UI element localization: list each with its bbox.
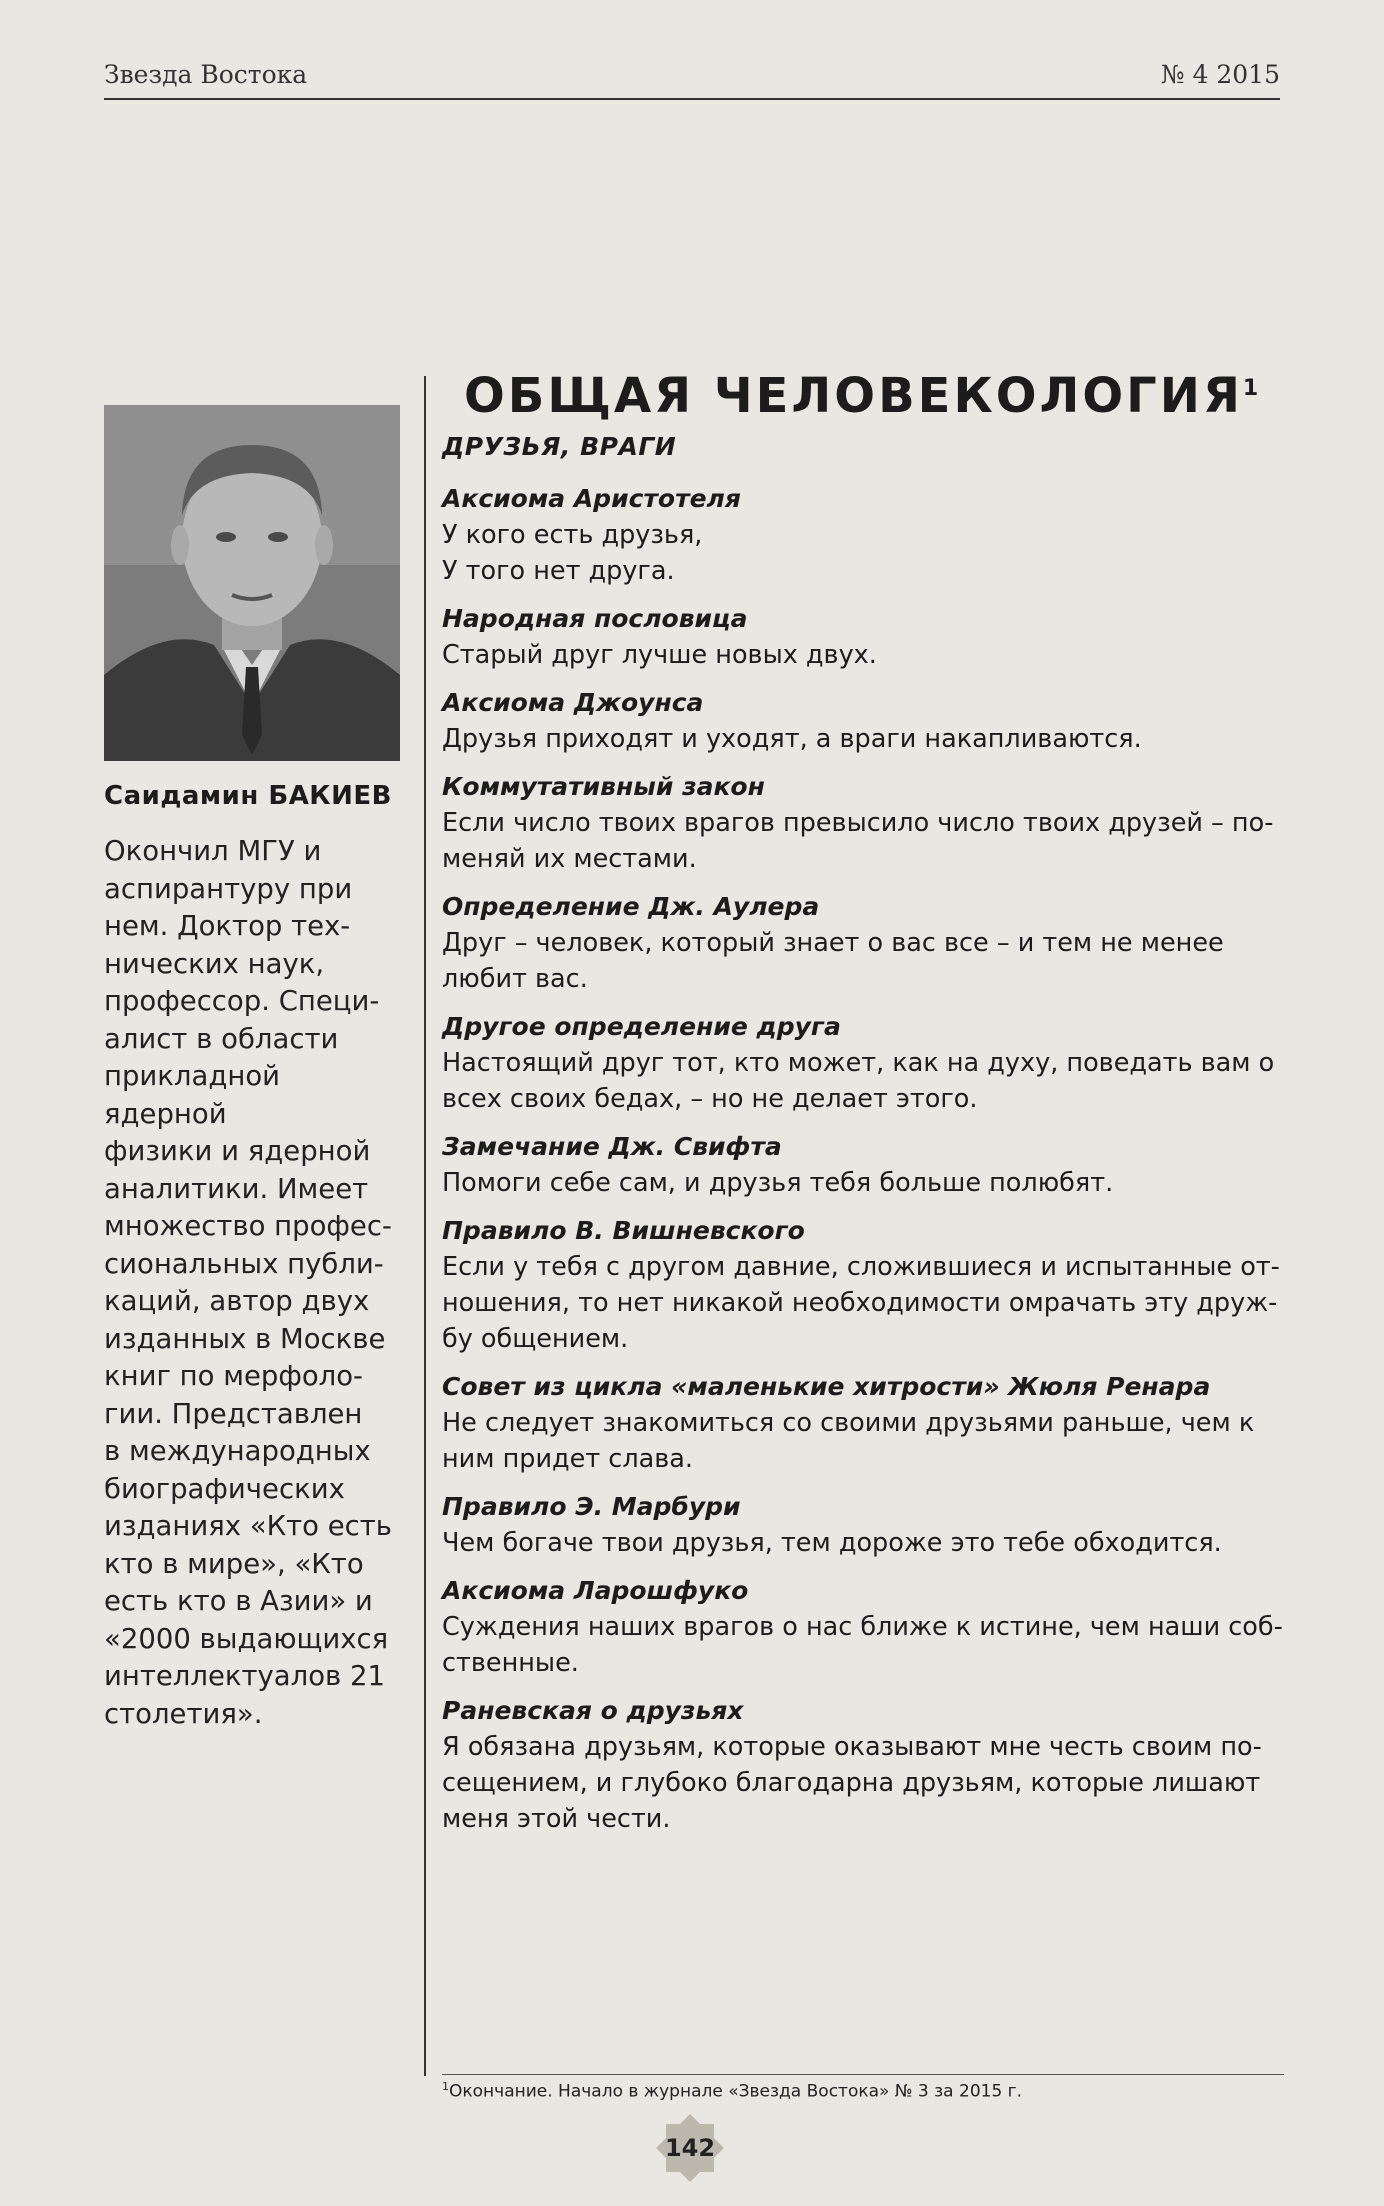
column-divider — [424, 376, 426, 2076]
entry-text: Друг – человек, который знает о вас все – и тем не менее любит вас. — [442, 928, 1224, 994]
article-title — [464, 368, 1284, 424]
title-footnote-mark: 1 — [1242, 376, 1259, 401]
page-number-badge — [652, 2110, 728, 2186]
footnote — [442, 2080, 1022, 2102]
entry-text: У кого есть друзья, У того нет друга. — [442, 520, 703, 586]
entry — [442, 889, 1284, 997]
entry-heading: Правило В. Вишневского — [442, 1216, 805, 1245]
entry — [442, 1213, 1284, 1357]
portrait-illustration — [104, 405, 400, 761]
article-column — [442, 368, 1284, 1849]
author-column — [104, 405, 404, 1733]
entry-text: Помоги себе сам, и друзья тебя больше полюбят. — [442, 1168, 1114, 1198]
entry-heading: Другое определение друга — [442, 1012, 841, 1041]
entry-heading: Аксиома Ларошфуко — [442, 1576, 749, 1605]
entry — [442, 1573, 1284, 1681]
issue-number: № 4 2015 — [1160, 60, 1280, 89]
footnote-divider — [442, 2074, 1284, 2075]
page-header — [104, 56, 1280, 100]
entry-text: Настоящий друг тот, кто может, как на духу, поведать вам о всех своих бедах, – но не делает этого. — [442, 1048, 1275, 1114]
entry-heading: Народная пословица — [442, 604, 748, 633]
entry-text: Если число твоих врагов превысило число твоих друзей – по- меняй их местами. — [442, 808, 1274, 874]
entry-text: Суждения наших врагов о нас ближе к истине, чем наши соб- ственные. — [442, 1612, 1283, 1678]
entry — [442, 769, 1284, 877]
entry — [442, 601, 1284, 673]
page-number: 142 — [664, 2134, 716, 2162]
entry-text: Старый друг лучше новых двух. — [442, 640, 877, 670]
entry-text: Я обязана друзьям, которые оказывают мне честь своим по- сещением, и глубоко благодарна друзьям, которые лишают меня этой чести. — [442, 1732, 1262, 1834]
entry-heading: Коммутативный закон — [442, 772, 765, 801]
entry — [442, 1129, 1284, 1201]
entry — [442, 1369, 1284, 1477]
entry-text: Чем богаче твои друзья, тем дороже это тебе обходится. — [442, 1528, 1222, 1558]
entry — [442, 1009, 1284, 1117]
entry — [442, 481, 1284, 589]
entry-heading: Аксиома Джоунса — [442, 688, 704, 717]
entry — [442, 685, 1284, 757]
entry-text: Если у тебя с другом давние, сложившиеся и испытанные от- ношения, то нет никакой необходимости омрачать эту друж- бу общением. — [442, 1252, 1280, 1354]
author-name: Саидамин БАКИЕВ — [104, 781, 392, 811]
entry — [442, 1693, 1284, 1837]
entry-text: Не следует знакомиться со своими друзьями раньше, чем к ним придет слава. — [442, 1408, 1255, 1474]
entry-text: Друзья приходят и уходят, а враги накапливаются. — [442, 724, 1142, 754]
entry-heading: Замечание Дж. Свифта — [442, 1132, 782, 1161]
section-title: ДРУЗЬЯ, ВРАГИ — [442, 432, 677, 461]
entry-heading: Правило Э. Марбури — [442, 1492, 741, 1521]
footnote-mark: 1 — [442, 2080, 449, 2093]
entry-heading: Определение Дж. Аулера — [442, 892, 820, 921]
author-bio: Окончил МГУ и аспирантуру при нем. Доктор тех- нических наук, профессор. Специ- алист в области прикладной ядерной физики и ядерной аналитики. Имеет множество профес- сиональных публи- каций, автор двух изданных в Москве книг по мерфоло- гии. Представлен в международных биографических изданиях «Кто есть кто в мире», «Кто есть кто в Азии» и «2000 выдающихся интеллектуалов 21 столетия». — [104, 835, 392, 1730]
entry-heading: Совет из цикла «маленькие хитрости» Жюля Ренара — [442, 1372, 1211, 1401]
entry-heading: Аксиома Аристотеля — [442, 484, 741, 513]
author-photo — [104, 405, 400, 761]
journal-name: Звезда Востока — [104, 60, 308, 89]
entry-heading: Раневская о друзьях — [442, 1696, 744, 1725]
article-title-text: ОБЩАЯ ЧЕЛОВЕКОЛОГИЯ — [464, 368, 1243, 424]
footnote-text: Окончание. Начало в журнале «Звезда Востока» № 3 за 2015 г. — [449, 2081, 1023, 2102]
entry — [442, 1489, 1284, 1561]
